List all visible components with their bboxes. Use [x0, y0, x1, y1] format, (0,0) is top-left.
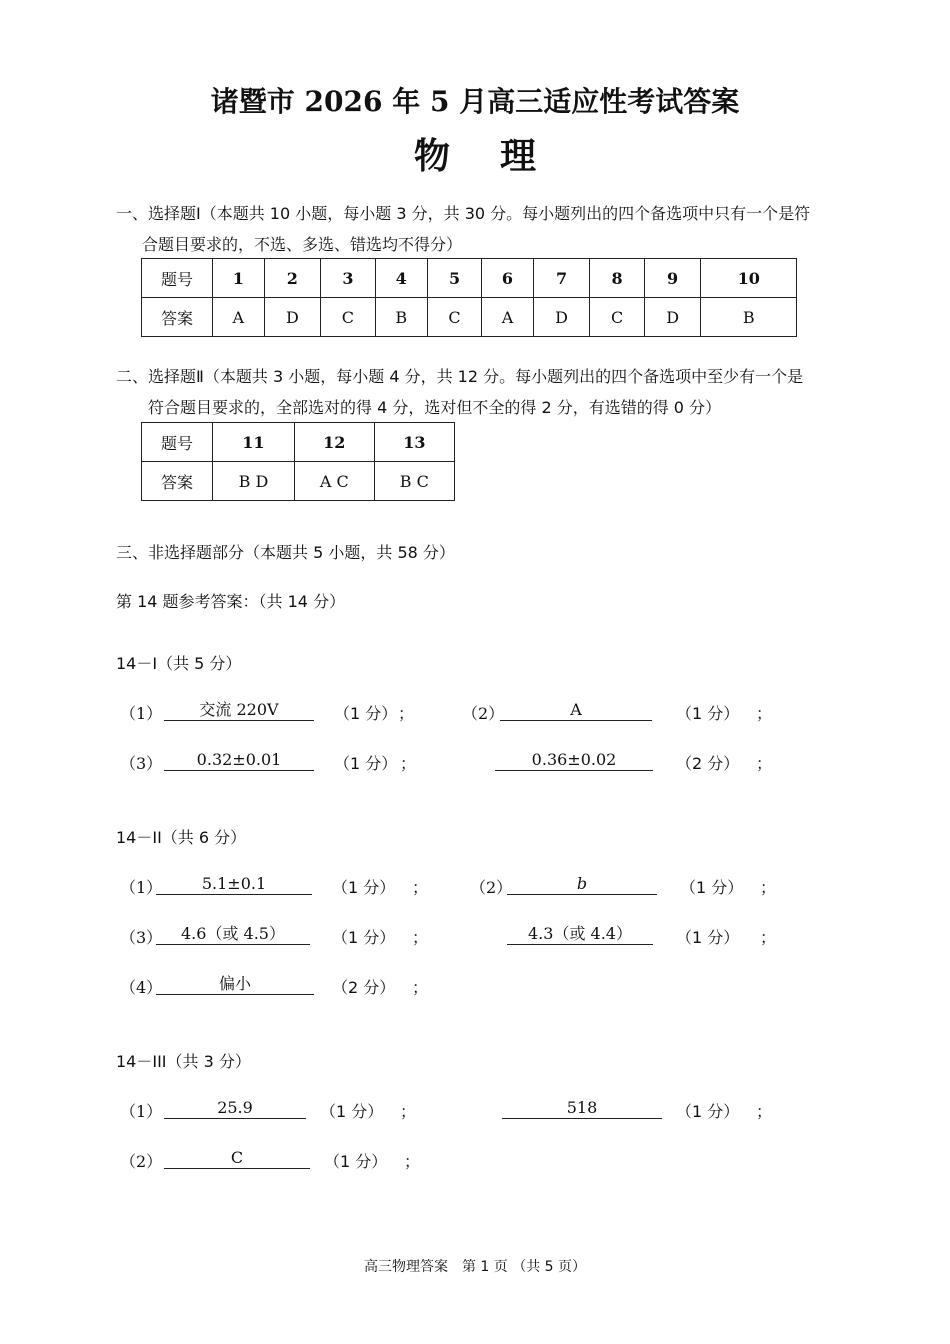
answer-blank: 4.6（或 4.5） [156, 924, 310, 945]
item-label: （3） [120, 928, 163, 947]
question-number: 13 [374, 423, 454, 462]
question-number: 1 [213, 259, 265, 298]
q14-part3-heading: 14－III（共 3 分） [116, 1052, 251, 1071]
answer-cell: B [701, 298, 797, 337]
separator: ； [404, 1152, 421, 1171]
subject-char-2: 理 [500, 135, 537, 177]
points-label: （2 分） [332, 978, 396, 997]
question-number: 9 [644, 259, 701, 298]
item-label: （2） [462, 704, 505, 723]
page-title: 诸暨市 2026 年 5 月高三适应性考试答案 [210, 85, 740, 118]
question-number: 11 [213, 423, 295, 462]
item-label: （2） [470, 878, 513, 897]
answer-cell: A [482, 298, 534, 337]
points-label: （1 分） [676, 928, 740, 947]
separator: ； [756, 704, 773, 723]
answer-blank: 25.9 [164, 1098, 306, 1119]
subject-title [0, 128, 950, 179]
points-label: （1 分） [324, 1152, 388, 1171]
question-number: 12 [294, 423, 374, 462]
answer-cell: D [533, 298, 590, 337]
subject-char-1: 物 [413, 135, 450, 177]
answer-blank: A [500, 700, 652, 721]
separator: ； [400, 1102, 417, 1121]
section1-instructions-line1: 一、选择题Ⅰ（本题共 10 小题，每小题 3 分，共 30 分。每小题列出的四个备选项中只有一个是符 [116, 204, 811, 223]
separator: ； [400, 754, 417, 773]
table-row-numbers [142, 423, 455, 462]
row-header-label: 题号 [142, 259, 213, 298]
answer-cell: B [375, 298, 427, 337]
item-label: （1） [120, 878, 163, 897]
answer-blank: 518 [502, 1098, 662, 1119]
section1-instructions-line2: 合题目要求的，不选、多选、错选均不得分） [142, 235, 463, 254]
answer-blank: 交流 220V [164, 700, 314, 721]
page-footer: 高三物理答案 第 1 页 （共 5 页） [363, 1259, 587, 1275]
answer-cell: C [590, 298, 644, 337]
answer-cell: C [321, 298, 375, 337]
separator: ； [412, 978, 429, 997]
separator: ； [756, 754, 773, 773]
item-label: （2） [120, 1152, 163, 1171]
question-number: 4 [375, 259, 427, 298]
section2-instructions-line2: 符合题目要求的，全部选对的得 4 分，选对但不全的得 2 分，有选错的得 0 分） [148, 398, 722, 417]
points-label: （1 分） [334, 704, 398, 723]
question-number: 5 [427, 259, 481, 298]
answer-blank: 0.36±0.02 [495, 750, 653, 771]
answer-blank: 0.32±0.01 [164, 750, 314, 771]
row-answer-label: 答案 [142, 462, 213, 501]
points-label: （1 分） [332, 878, 396, 897]
answer-cell: D [264, 298, 321, 337]
points-label: （1 分） [334, 754, 398, 773]
question-number: 3 [321, 259, 375, 298]
points-label: （1 分） [320, 1102, 384, 1121]
question-number: 2 [264, 259, 321, 298]
points-label: （2 分） [676, 754, 740, 773]
separator: ； [412, 878, 429, 897]
q14-part1-heading: 14－I（共 5 分） [116, 654, 242, 673]
points-label: （1 分） [680, 878, 744, 897]
item-label: （1） [120, 704, 163, 723]
answer-cell: C [427, 298, 481, 337]
question-number: 8 [590, 259, 644, 298]
separator: ； [398, 704, 415, 723]
answer-blank: 4.3（或 4.4） [507, 924, 653, 945]
q14-part2-heading: 14－II（共 6 分） [116, 828, 247, 847]
section3-heading: 三、非选择题部分（本题共 5 小题，共 58 分） [116, 543, 455, 562]
section1-answer-table [141, 258, 797, 337]
section2-instructions-line1: 二、选择题Ⅱ（本题共 3 小题，每小题 4 分，共 12 分。每小题列出的四个备选项中至少有一个是 [116, 367, 804, 386]
row-answer-label: 答案 [142, 298, 213, 337]
answer-blank: 5.1±0.1 [156, 874, 312, 895]
item-label: （4） [120, 978, 163, 997]
table-row-answers [142, 298, 797, 337]
answer-blank: 偏小 [156, 974, 314, 995]
item-label: （3） [120, 754, 163, 773]
answer-cell: A [213, 298, 265, 337]
question-number: 10 [701, 259, 797, 298]
points-label: （1 分） [332, 928, 396, 947]
separator: ； [412, 928, 429, 947]
answer-cell: B D [213, 462, 295, 501]
answer-cell: B C [374, 462, 454, 501]
table-row-numbers [142, 259, 797, 298]
section2-answer-table [141, 422, 455, 501]
table-row-answers [142, 462, 455, 501]
answer-cell: D [644, 298, 701, 337]
separator: ； [756, 1102, 773, 1121]
points-label: （1 分） [676, 1102, 740, 1121]
question-number: 6 [482, 259, 534, 298]
answer-cell: A C [294, 462, 374, 501]
separator: ； [760, 878, 777, 897]
question-number: 7 [533, 259, 590, 298]
answer-blank: C [164, 1148, 310, 1169]
row-header-label: 题号 [142, 423, 213, 462]
item-label: （1） [120, 1102, 163, 1121]
separator: ； [760, 928, 777, 947]
q14-title: 第 14 题参考答案：（共 14 分） [116, 592, 346, 611]
points-label: （1 分） [676, 704, 740, 723]
answer-blank: b [507, 874, 657, 895]
